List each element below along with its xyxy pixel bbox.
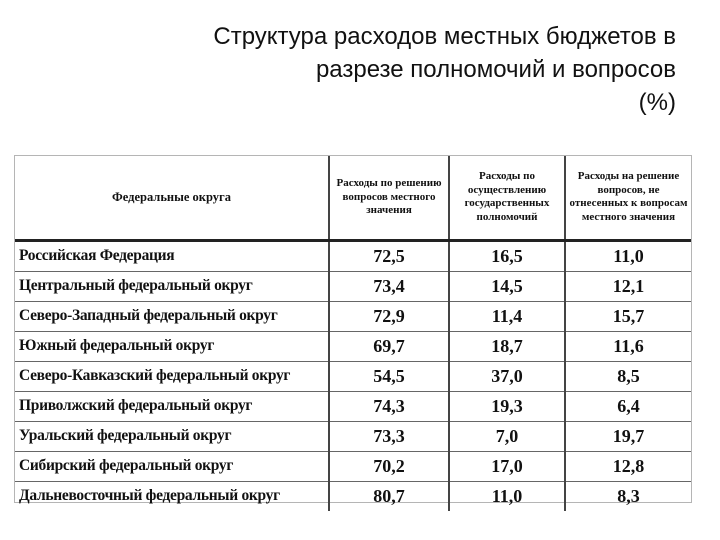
other-value: 6,4 — [565, 391, 691, 421]
district-name: Центральный федеральный округ — [15, 271, 329, 301]
table-row — [15, 451, 691, 481]
other-value: 8,3 — [565, 481, 691, 511]
other-value: 12,8 — [565, 451, 691, 481]
state-value: 37,0 — [449, 361, 565, 391]
state-value: 14,5 — [449, 271, 565, 301]
title-line-1: Структура расходов местных бюджетов в — [213, 23, 676, 50]
state-value: 11,4 — [449, 301, 565, 331]
local-value: 73,4 — [329, 271, 449, 301]
local-value: 73,3 — [329, 421, 449, 451]
header-federal-districts: Федеральные округа — [15, 156, 329, 240]
district-name: Приволжский федеральный округ — [15, 391, 329, 421]
other-value: 19,7 — [565, 421, 691, 451]
table-row — [15, 331, 691, 361]
table-row — [15, 391, 691, 421]
district-name: Сибирский федеральный округ — [15, 451, 329, 481]
table-row — [15, 481, 691, 511]
budget-structure-table — [15, 156, 691, 511]
table-row — [15, 421, 691, 451]
table-header-row — [15, 156, 691, 240]
other-value: 15,7 — [565, 301, 691, 331]
state-value: 18,7 — [449, 331, 565, 361]
local-value: 72,5 — [329, 240, 449, 271]
title-line-2: разрезе полномочий и вопросов — [315, 56, 676, 83]
slide-title — [116, 20, 676, 119]
header-state-expenses: Расходы по осуществлению государственных полномочий — [449, 156, 565, 240]
title-line-3: (%) — [638, 89, 676, 116]
state-value: 16,5 — [449, 240, 565, 271]
header-other-expenses: Расходы на решение вопросов, не отнесенных к вопросам местного значения — [565, 156, 691, 240]
table-row — [15, 271, 691, 301]
local-value: 54,5 — [329, 361, 449, 391]
local-value: 70,2 — [329, 451, 449, 481]
district-name: Северо-Кавказский федеральный округ — [15, 361, 329, 391]
district-name: Дальневосточный федеральный округ — [19, 487, 280, 504]
table-row — [15, 301, 691, 331]
local-value: 74,3 — [329, 391, 449, 421]
table-row — [15, 361, 691, 391]
state-value: 11,0 — [449, 481, 565, 511]
table-row — [15, 240, 691, 271]
budget-table-container — [14, 155, 692, 506]
district-name: Уральский федеральный округ — [15, 421, 329, 451]
state-value: 17,0 — [449, 451, 565, 481]
other-value: 12,1 — [565, 271, 691, 301]
other-value: 11,0 — [565, 240, 691, 271]
district-name: Северо-Западный федеральный округ — [15, 301, 329, 331]
state-value: 19,3 — [449, 391, 565, 421]
other-value: 11,6 — [565, 331, 691, 361]
state-value: 7,0 — [449, 421, 565, 451]
local-value: 69,7 — [329, 331, 449, 361]
other-value: 8,5 — [565, 361, 691, 391]
local-value: 80,7 — [329, 481, 449, 511]
local-value: 72,9 — [329, 301, 449, 331]
header-local-expenses: Расходы по решению вопросов местного значения — [329, 156, 449, 240]
district-name: Южный федеральный округ — [15, 331, 329, 361]
district-name: Российская Федерация — [15, 240, 329, 271]
